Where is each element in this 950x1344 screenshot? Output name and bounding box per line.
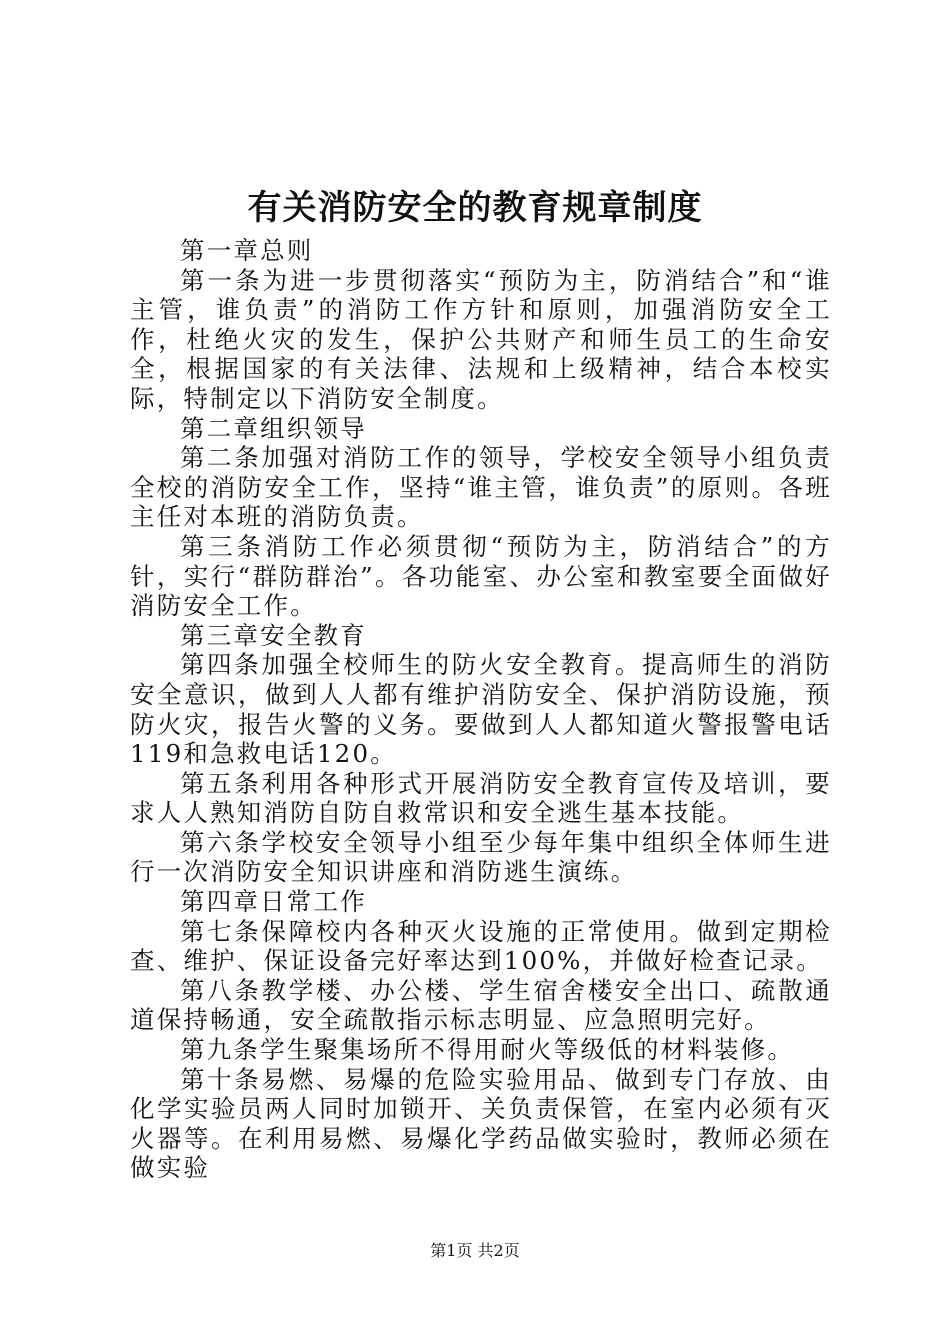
article-paragraph: 第三条消防工作必须贯彻“预防为主，防消结合”的方针，实行“群防群治”。各功能室、办公室和教室要全面做好消防安全工作。 [130, 531, 832, 621]
chapter-heading: 第四章日常工作 [180, 887, 367, 917]
document-title: 有关消防安全的教育规章制度 [247, 188, 703, 228]
article-paragraph: 第七条保障校内各种灭火设施的正常使用。做到定期检查、维护、保证设备完好率达到100%，并做好检查记录。 [130, 916, 832, 976]
chapter-heading: 第三章安全教育 [180, 620, 367, 650]
article-paragraph: 第五条利用各种形式开展消防安全教育宣传及培训，要求人人熟知消防自防自救常识和安全逃生基本技能。 [130, 768, 832, 828]
document-body [130, 236, 832, 1183]
article-paragraph: 第二条加强对消防工作的领导，学校安全领导小组负责全校的消防安全工作，坚持“谁主管，谁负责”的原则。各班主任对本班的消防负责。 [130, 443, 832, 532]
article-paragraph: 第九条学生聚集场所不得用耐火等级低的材料装修。 [180, 1035, 795, 1065]
article-paragraph: 第六条学校安全领导小组至少每年集中组织全体师生进行一次消防安全知识讲座和消防逃生演练。 [130, 827, 832, 887]
article-paragraph: 第一条为进一步贯彻落实“预防为主，防消结合”和“谁主管，谁负责”的消防工作方针和原则，加强消防安全工作，杜绝火灾的发生，保护公共财产和师生员工的生命安全，根据国家的有关法律、法规和上级精神，结合本校实际，特制定以下消防安全制度。 [130, 265, 832, 413]
article-paragraph: 第八条教学楼、办公楼、学生宿舍楼安全出口、疏散通道保持畅通，安全疏散指示标志明显、应急照明完好。 [130, 975, 832, 1035]
article-paragraph: 第四条加强全校师生的防火安全教育。提高师生的消防安全意识，做到人人都有维护消防安全、保护消防设施，预防火灾，报告火警的义务。要做到人人都知道火警报警电话119和急救电话120。 [130, 650, 832, 769]
article-paragraph: 第十条易燃、易爆的危险实验用品、做到专门存放、由化学实验员两人同时加锁开、关负责保管，在室内必须有灭火器等。在利用易燃、易爆化学药品做实验时，教师必须在做实验 [130, 1064, 832, 1183]
page-footer: 第1页 共2页 [430, 1241, 520, 1260]
chapter-heading: 第二章组织领导 [180, 413, 367, 443]
chapter-heading: 第一章总则 [180, 236, 314, 265]
